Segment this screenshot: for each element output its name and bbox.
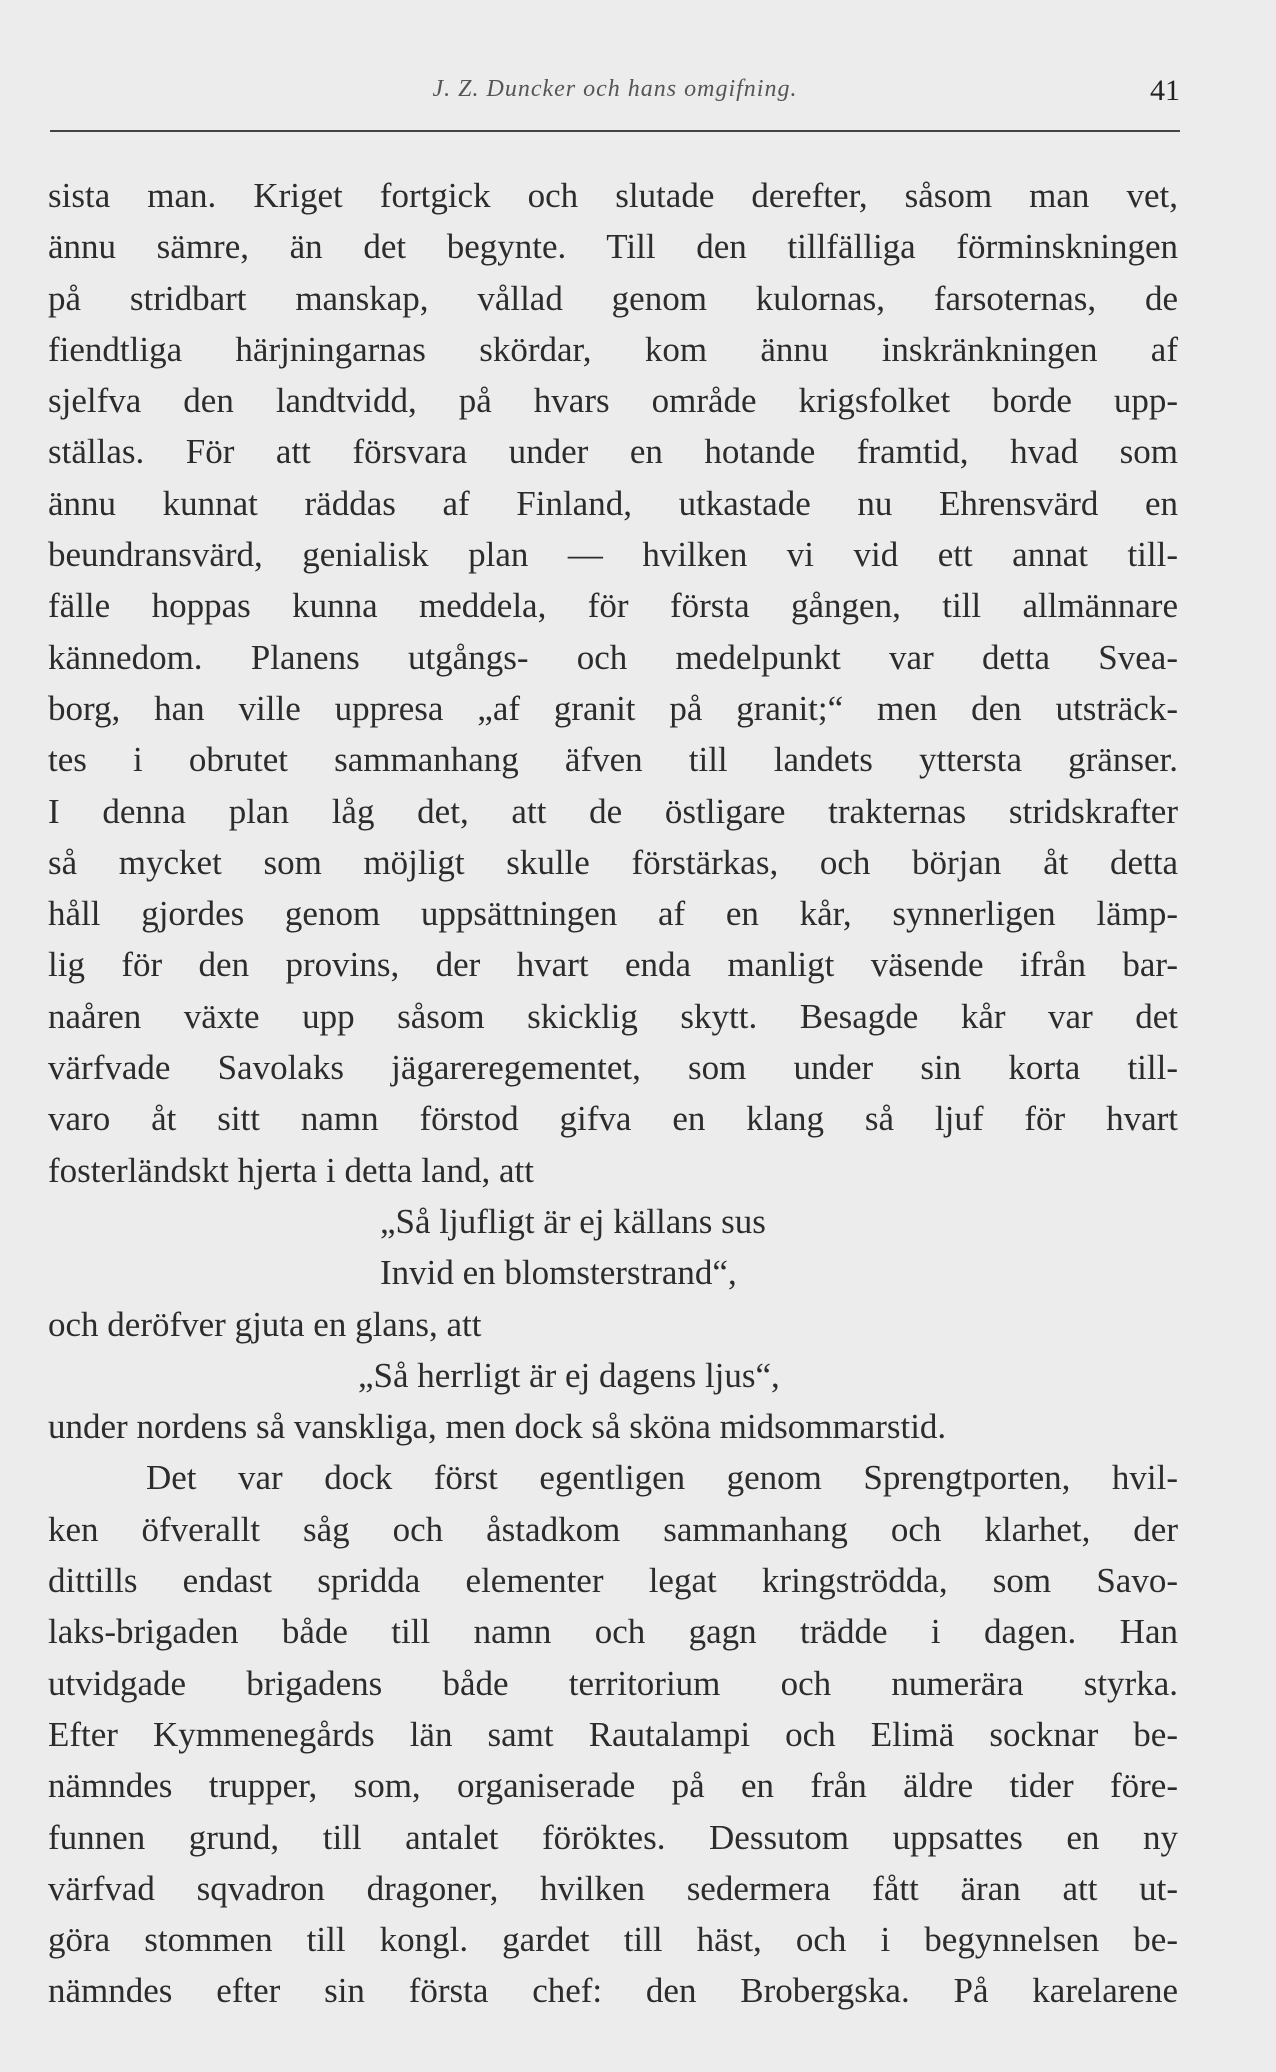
- text-line: på stridbart manskap, vållad genom kulornas, farsoternas, de: [48, 278, 1178, 318]
- running-title: J. Z. Duncker och hans omgifning.: [432, 76, 798, 102]
- text-line: utvidgade brigadens både territorium och numerära styrka.: [48, 1663, 1178, 1703]
- text-line: laks-brigaden både till namn och gagn trädde i dagen. Han: [48, 1612, 1178, 1652]
- text-line: tes i obrutet sammanhang äfven till landets yttersta gränser.: [48, 740, 1178, 780]
- text-line: nämndes efter sin första chef: den Brobergska. På karelarene: [48, 1971, 1178, 2011]
- text-line: värfvade Savolaks jägareregementet, som under sin korta till-: [48, 1048, 1178, 1088]
- text-line: I denna plan låg det, att de östligare trakternas stridskrafter: [48, 791, 1178, 831]
- page-header: [50, 70, 1180, 120]
- text-line: lig för den provins, der hvart enda manligt väsende ifrån bar-: [48, 945, 1178, 985]
- text-line: varo åt sitt namn förstod gifva en klang så ljuf för hvart: [48, 1099, 1178, 1139]
- text-line: under nordens så vanskliga, men dock så sköna midsommarstid.: [48, 1407, 947, 1447]
- text-line: göra stommen till kongl. gardet till häst, och i begynnelsen be-: [48, 1920, 1178, 1960]
- text-line: och deröfver gjuta en glans, att: [48, 1304, 482, 1344]
- text-line: Efter Kymmenegårds län samt Rautalampi och Elimä socknar be-: [48, 1714, 1178, 1754]
- text-line: ken öfverallt såg och åstadkom sammanhang och klarhet, der: [48, 1509, 1178, 1549]
- text-line: borg, han ville uppresa „af granit på granit;“ men den utsträck-: [48, 688, 1178, 728]
- text-line: ännu kunnat räddas af Finland, utkastade nu Ehrensvärd en: [48, 483, 1178, 523]
- text-line: ställas. För att försvara under en hotande framtid, hvad som: [48, 432, 1178, 472]
- verse-line: „Så ljufligt är ej källans sus: [380, 1201, 766, 1241]
- text-line: värfvad sqvadron dragoner, hvilken sedermera fått äran att ut-: [48, 1868, 1178, 1908]
- page-number: 41: [1150, 74, 1180, 107]
- text-line: fosterländskt hjerta i detta land, att: [48, 1150, 534, 1190]
- text-line: dittills endast spridda elementer legat kringströdda, som Savo-: [48, 1561, 1178, 1601]
- header-rule: [50, 130, 1180, 132]
- text-line: så mycket som möjligt skulle förstärkas, och början åt detta: [48, 842, 1178, 882]
- text-line: funnen grund, till antalet föröktes. Dessutom uppsattes en ny: [48, 1817, 1178, 1857]
- text-line: sista man. Kriget fortgick och slutade derefter, såsom man vet,: [48, 176, 1178, 215]
- text-line: beundransvärd, genialisk plan — hvilken vi vid ett annat till-: [48, 535, 1178, 575]
- text-line: Det var dock först egentligen genom Sprengtporten, hvil-: [146, 1458, 1178, 1498]
- text-line: nämndes trupper, som, organiserade på en från äldre tider före-: [48, 1766, 1178, 1806]
- text-line: håll gjordes genom uppsättningen af en kår, synnerligen lämp-: [48, 894, 1178, 934]
- text-line: fälle hoppas kunna meddela, för första gången, till allmännare: [48, 586, 1178, 626]
- verse-line: Invid en blomsterstrand“,: [380, 1253, 737, 1293]
- body-text: [48, 170, 1178, 2017]
- text-line: kännedom. Planens utgångs- och medelpunkt var detta Svea-: [48, 637, 1178, 677]
- text-line: ännu sämre, än det begynte. Till den tillfälliga förminskningen: [48, 227, 1178, 267]
- text-line: fiendtliga härjningarnas skördar, kom ännu inskränkningen af: [48, 329, 1178, 369]
- text-line: naåren växte upp såsom skicklig skytt. Besagde kår var det: [48, 996, 1178, 1036]
- text-line: sjelfva den landtvidd, på hvars område krigsfolket borde upp-: [48, 381, 1178, 421]
- verse-line: „Så herrligt är ej dagens ljus“,: [358, 1355, 780, 1395]
